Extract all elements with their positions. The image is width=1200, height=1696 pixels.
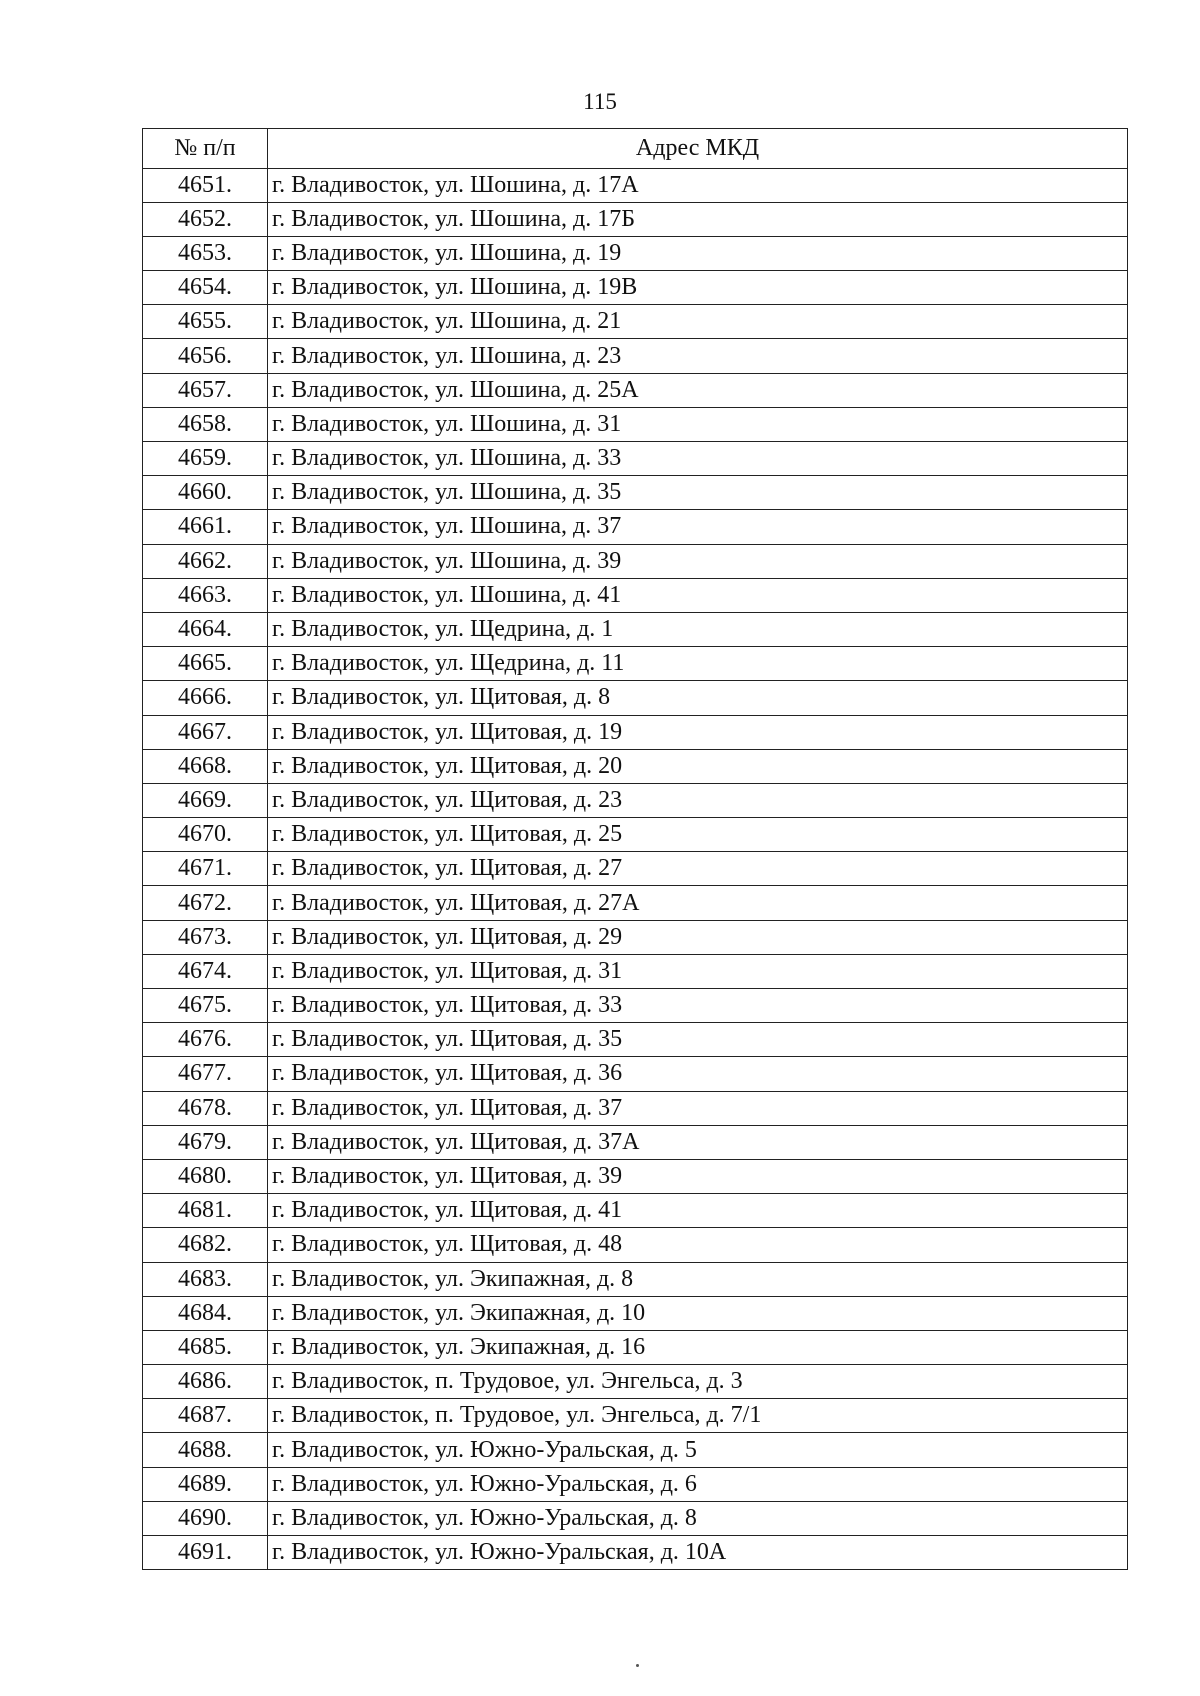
row-address: г. Владивосток, ул. Щитовая, д. 23 <box>268 783 1128 817</box>
row-number: 4673. <box>143 920 268 954</box>
table-row <box>143 168 1128 202</box>
row-address: г. Владивосток, ул. Шошина, д. 41 <box>268 578 1128 612</box>
row-number: 4665. <box>143 647 268 681</box>
table-row <box>143 510 1128 544</box>
table-row <box>143 544 1128 578</box>
row-address: г. Владивосток, ул. Экипажная, д. 8 <box>268 1262 1128 1296</box>
table-row <box>143 1023 1128 1057</box>
row-address: г. Владивосток, ул. Южно-Уральская, д. 6 <box>268 1467 1128 1501</box>
row-number: 4683. <box>143 1262 268 1296</box>
row-address: г. Владивосток, ул. Шошина, д. 35 <box>268 476 1128 510</box>
table-row <box>143 1159 1128 1193</box>
row-address: г. Владивосток, ул. Щедрина, д. 11 <box>268 647 1128 681</box>
table-body <box>143 168 1128 1570</box>
row-number: 4676. <box>143 1023 268 1057</box>
table-header-row <box>143 129 1128 169</box>
row-address: г. Владивосток, ул. Экипажная, д. 10 <box>268 1296 1128 1330</box>
table-row <box>143 1262 1128 1296</box>
row-number: 4685. <box>143 1330 268 1364</box>
table-row <box>143 886 1128 920</box>
table-row <box>143 1330 1128 1364</box>
row-number: 4654. <box>143 271 268 305</box>
row-number: 4667. <box>143 715 268 749</box>
table-row <box>143 1399 1128 1433</box>
row-address: г. Владивосток, ул. Южно-Уральская, д. 10А <box>268 1536 1128 1570</box>
row-number: 4660. <box>143 476 268 510</box>
row-address: г. Владивосток, ул. Шошина, д. 39 <box>268 544 1128 578</box>
table-row <box>143 715 1128 749</box>
row-number: 4675. <box>143 989 268 1023</box>
table-row <box>143 407 1128 441</box>
table-row <box>143 954 1128 988</box>
table-row <box>143 1194 1128 1228</box>
row-address: г. Владивосток, п. Трудовое, ул. Энгельса, д. 3 <box>268 1365 1128 1399</box>
table-row <box>143 783 1128 817</box>
table-row <box>143 236 1128 270</box>
row-address: г. Владивосток, ул. Шошина, д. 37 <box>268 510 1128 544</box>
row-number: 4656. <box>143 339 268 373</box>
address-table <box>142 128 1128 1570</box>
row-number: 4657. <box>143 373 268 407</box>
row-number: 4662. <box>143 544 268 578</box>
row-number: 4653. <box>143 236 268 270</box>
row-address: г. Владивосток, ул. Щитовая, д. 48 <box>268 1228 1128 1262</box>
row-address: г. Владивосток, ул. Экипажная, д. 16 <box>268 1330 1128 1364</box>
row-number: 4684. <box>143 1296 268 1330</box>
row-address: г. Владивосток, ул. Щитовая, д. 8 <box>268 681 1128 715</box>
row-number: 4691. <box>143 1536 268 1570</box>
table-row <box>143 1467 1128 1501</box>
row-address: г. Владивосток, ул. Шошина, д. 19 <box>268 236 1128 270</box>
row-address: г. Владивосток, ул. Щитовая, д. 31 <box>268 954 1128 988</box>
row-address: г. Владивосток, ул. Щитовая, д. 35 <box>268 1023 1128 1057</box>
row-address: г. Владивосток, ул. Щитовая, д. 25 <box>268 818 1128 852</box>
row-number: 4652. <box>143 202 268 236</box>
row-address: г. Владивосток, ул. Щитовая, д. 39 <box>268 1159 1128 1193</box>
row-number: 4681. <box>143 1194 268 1228</box>
column-header-num: № п/п <box>143 129 268 169</box>
table-row <box>143 373 1128 407</box>
table-row <box>143 476 1128 510</box>
table-row <box>143 647 1128 681</box>
row-address: г. Владивосток, ул. Щитовая, д. 27 <box>268 852 1128 886</box>
table-row <box>143 1125 1128 1159</box>
row-number: 4671. <box>143 852 268 886</box>
table-row <box>143 818 1128 852</box>
row-number: 4669. <box>143 783 268 817</box>
row-number: 4690. <box>143 1501 268 1535</box>
table-row <box>143 749 1128 783</box>
table-row <box>143 681 1128 715</box>
row-address: г. Владивосток, ул. Шошина, д. 33 <box>268 442 1128 476</box>
row-address: г. Владивосток, ул. Шошина, д. 19В <box>268 271 1128 305</box>
table-row <box>143 1057 1128 1091</box>
row-number: 4651. <box>143 168 268 202</box>
row-address: г. Владивосток, ул. Шошина, д. 31 <box>268 407 1128 441</box>
table-row <box>143 1091 1128 1125</box>
scan-speck <box>636 1664 639 1667</box>
row-address: г. Владивосток, ул. Щитовая, д. 37А <box>268 1125 1128 1159</box>
table-row <box>143 612 1128 646</box>
row-address: г. Владивосток, ул. Шошина, д. 17А <box>268 168 1128 202</box>
page-number: 115 <box>583 89 617 114</box>
row-address: г. Владивосток, ул. Шошина, д. 21 <box>268 305 1128 339</box>
table-row <box>143 202 1128 236</box>
row-number: 4674. <box>143 954 268 988</box>
row-number: 4687. <box>143 1399 268 1433</box>
row-address: г. Владивосток, ул. Щитовая, д. 29 <box>268 920 1128 954</box>
row-number: 4677. <box>143 1057 268 1091</box>
row-number: 4689. <box>143 1467 268 1501</box>
row-address: г. Владивосток, ул. Шошина, д. 17Б <box>268 202 1128 236</box>
table-row <box>143 852 1128 886</box>
row-number: 4655. <box>143 305 268 339</box>
table-row <box>143 578 1128 612</box>
row-address: г. Владивосток, ул. Шошина, д. 23 <box>268 339 1128 373</box>
row-number: 4678. <box>143 1091 268 1125</box>
table-row <box>143 442 1128 476</box>
row-address: г. Владивосток, ул. Щитовая, д. 27А <box>268 886 1128 920</box>
row-number: 4666. <box>143 681 268 715</box>
row-number: 4680. <box>143 1159 268 1193</box>
row-number: 4661. <box>143 510 268 544</box>
row-number: 4659. <box>143 442 268 476</box>
row-number: 4658. <box>143 407 268 441</box>
column-header-address: Адрес МКД <box>268 129 1128 169</box>
table-row <box>143 989 1128 1023</box>
row-number: 4668. <box>143 749 268 783</box>
row-number: 4663. <box>143 578 268 612</box>
table-row <box>143 1296 1128 1330</box>
row-number: 4679. <box>143 1125 268 1159</box>
row-address: г. Владивосток, ул. Южно-Уральская, д. 5 <box>268 1433 1128 1467</box>
row-address: г. Владивосток, ул. Щитовая, д. 19 <box>268 715 1128 749</box>
table-row <box>143 1501 1128 1535</box>
row-address: г. Владивосток, ул. Щитовая, д. 37 <box>268 1091 1128 1125</box>
table-row <box>143 1365 1128 1399</box>
table-row <box>143 271 1128 305</box>
row-address: г. Владивосток, п. Трудовое, ул. Энгельса, д. 7/1 <box>268 1399 1128 1433</box>
table-row <box>143 920 1128 954</box>
table-row <box>143 339 1128 373</box>
row-address: г. Владивосток, ул. Щитовая, д. 41 <box>268 1194 1128 1228</box>
row-number: 4686. <box>143 1365 268 1399</box>
table-row <box>143 1433 1128 1467</box>
row-number: 4682. <box>143 1228 268 1262</box>
row-number: 4670. <box>143 818 268 852</box>
row-address: г. Владивосток, ул. Щедрина, д. 1 <box>268 612 1128 646</box>
table-row <box>143 1536 1128 1570</box>
row-address: г. Владивосток, ул. Щитовая, д. 20 <box>268 749 1128 783</box>
row-number: 4688. <box>143 1433 268 1467</box>
row-address: г. Владивосток, ул. Щитовая, д. 33 <box>268 989 1128 1023</box>
table-row <box>143 1228 1128 1262</box>
row-number: 4664. <box>143 612 268 646</box>
row-number: 4672. <box>143 886 268 920</box>
table-row <box>143 305 1128 339</box>
row-address: г. Владивосток, ул. Шошина, д. 25А <box>268 373 1128 407</box>
row-address: г. Владивосток, ул. Щитовая, д. 36 <box>268 1057 1128 1091</box>
row-address: г. Владивосток, ул. Южно-Уральская, д. 8 <box>268 1501 1128 1535</box>
